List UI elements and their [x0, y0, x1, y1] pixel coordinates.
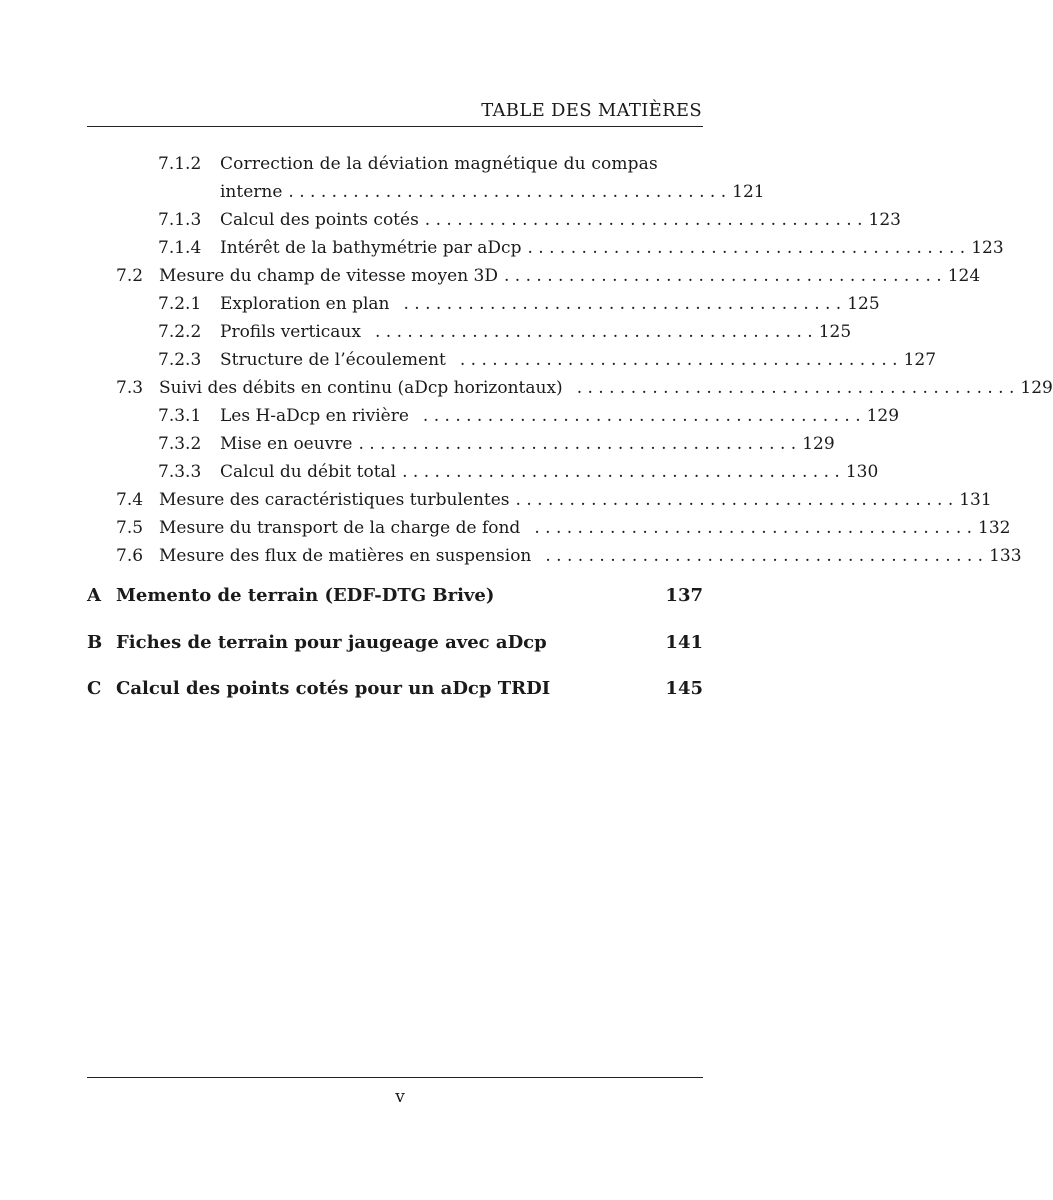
- toc-entry-page: 131: [959, 490, 992, 510]
- footer-rule: [87, 1077, 703, 1078]
- toc-entry-number: 7.3.2: [158, 434, 202, 454]
- toc-entry-page: 123: [868, 210, 901, 230]
- toc-entry-7-1-3[interactable]: [0, 206, 901, 234]
- toc-entry-number: 7.2.2: [158, 322, 202, 342]
- toc-chapter-title: Fiches de terrain pour jaugeage avec aDcp: [116, 632, 547, 653]
- leader-dots: . . . . . . . . . . . . . . . . . . . . . . . . . . . . . . . . . . . . . . . . .: [515, 490, 954, 510]
- toc-entry-7-5[interactable]: [0, 514, 1011, 542]
- leader-dots: . . . . . . . . . . . . . . . . . . . . . . . . . . . . . . . . . . . . . . . . .: [527, 238, 966, 258]
- toc-entry-page: 133: [989, 546, 1022, 566]
- toc-entry-title: Intérêt de la bathymétrie par aDcp: [220, 238, 522, 258]
- toc-chapter-page: 141: [665, 632, 703, 653]
- leader-dots: . . . . . . . . . . . . . . . . . . . . . . . . . . . . . . . . . . . . . . . . .: [403, 294, 842, 314]
- toc-entry-number: 7.3: [116, 378, 144, 398]
- toc-chapter-letter: B: [87, 632, 103, 653]
- toc-entry-7-3[interactable]: [0, 374, 1053, 402]
- leader-dots: . . . . . . . . . . . . . . . . . . . . . . . . . . . . . . . . . . . . . . . . .: [358, 434, 797, 454]
- toc-entry-7-3-2[interactable]: [0, 430, 835, 458]
- running-header-title: TABLE DES MATIÈRES: [481, 100, 702, 121]
- leader-dots: . . . . . . . . . . . . . . . . . . . . . . . . . . . . . . . . . . . . . . . . .: [374, 322, 813, 342]
- toc-entry-7-2-3[interactable]: [0, 346, 937, 374]
- toc-entry-7-2-1[interactable]: [0, 290, 880, 318]
- toc-entry-number: 7.2.1: [158, 294, 202, 314]
- toc-chapter-page: 137: [665, 585, 703, 606]
- toc-entry-title: Les H-aDcp en rivière: [220, 406, 409, 426]
- toc-entry-title: Calcul du débit total: [220, 462, 397, 482]
- leader-dots: . . . . . . . . . . . . . . . . . . . . . . . . . . . . . . . . . . . . . . . . .: [459, 350, 898, 370]
- toc-entry-page: 129: [802, 434, 835, 454]
- toc-entry-page: 129: [866, 406, 900, 426]
- toc-entry-title: Structure de l’écoulement: [220, 350, 446, 370]
- page-number: v: [395, 1087, 405, 1107]
- toc-entry-page: 130: [845, 462, 879, 482]
- leader-dots: . . . . . . . . . . . . . . . . . . . . . . . . . . . . . . . . . . . . . . . . .: [402, 462, 840, 482]
- toc-entry-7-1-4[interactable]: [0, 234, 1004, 262]
- toc-entry-7-4[interactable]: [0, 486, 992, 514]
- toc-entry-number: 7.1.4: [158, 238, 202, 258]
- toc-entry-page: 129: [1020, 378, 1053, 398]
- leader-dots: . . . . . . . . . . . . . . . . . . . . . . . . . . . . . . . . . . . . . . . . .: [545, 546, 984, 566]
- toc-chapter-a[interactable]: [87, 582, 703, 610]
- toc-entry-title-line1: Correction de la déviation magnétique du compas: [220, 154, 658, 174]
- toc-entry-number: 7.3.1: [158, 406, 202, 426]
- header-rule: [87, 126, 703, 127]
- toc-entry-title: Mesure des caractéristiques turbulentes: [159, 490, 510, 510]
- toc-entry-number: 7.1.3: [158, 210, 202, 230]
- toc-entry-7-3-1[interactable]: [0, 402, 900, 430]
- toc-entry-7-6[interactable]: [0, 542, 1022, 570]
- toc-entry-page: 127: [903, 350, 937, 370]
- toc-entry-number: 7.1.2: [158, 154, 202, 174]
- toc-entry-number: 7.2.3: [158, 350, 202, 370]
- toc-entry-title: Mesure du transport de la charge de fond: [159, 518, 521, 538]
- toc-entry-number: 7.4: [116, 490, 144, 510]
- toc-entry-7-2-2[interactable]: [0, 318, 852, 346]
- toc-entry-title: Calcul des points cotés: [220, 210, 419, 230]
- toc-entry-7-1-2[interactable]: [0, 150, 800, 206]
- toc-chapter-c[interactable]: [87, 675, 703, 703]
- toc-entry-7-3-3[interactable]: [0, 458, 879, 486]
- toc-chapter-page: 145: [665, 678, 703, 699]
- toc-entry-title: Mesure du champ de vitesse moyen 3D: [159, 266, 498, 286]
- leader-dots: . . . . . . . . . . . . . . . . . . . . . . . . . . . . . . . . . . . . . . . . .: [576, 378, 1015, 398]
- toc-chapter-letter: C: [87, 678, 102, 699]
- toc-entry-title: Mise en oeuvre: [220, 434, 353, 454]
- toc-entry-title: Mesure des flux de matières en suspension: [159, 546, 532, 566]
- toc-entry-page: 125: [818, 322, 852, 342]
- toc-entry-title: Suivi des débits en continu (aDcp horizontaux): [159, 378, 563, 398]
- toc-entry-title: Exploration en plan: [220, 294, 390, 314]
- toc-entry-page: 123: [971, 238, 1004, 258]
- toc-entry-title: Profils verticaux: [220, 322, 361, 342]
- toc-entry-page: 132: [978, 518, 1011, 538]
- toc-entry-page: 121: [732, 182, 765, 202]
- toc-entry-page: 124: [947, 266, 981, 286]
- leader-dots: . . . . . . . . . . . . . . . . . . . . . . . . . . . . . . . . . . . . . . . . .: [422, 406, 861, 426]
- toc-chapter-title: Calcul des points cotés pour un aDcp TRDI: [116, 678, 551, 699]
- toc-chapter-title: Memento de terrain (EDF-DTG Brive): [116, 585, 495, 606]
- leader-dots: . . . . . . . . . . . . . . . . . . . . . . . . . . . . . . . . . . . . . . . . .: [504, 266, 942, 286]
- toc-entry-title: interne: [220, 182, 283, 202]
- toc-entry-number: 7.6: [116, 546, 144, 566]
- leader-dots: . . . . . . . . . . . . . . . . . . . . . . . . . . . . . . . . . . . . . . . . .: [288, 182, 727, 202]
- toc-chapter-b[interactable]: [87, 629, 703, 657]
- toc-entry-page: 125: [847, 294, 880, 314]
- toc-chapter-letter: A: [87, 585, 101, 606]
- leader-dots: . . . . . . . . . . . . . . . . . . . . . . . . . . . . . . . . . . . . . . . . .: [424, 210, 863, 230]
- toc-entry-number: 7.3.3: [158, 462, 202, 482]
- leader-dots: . . . . . . . . . . . . . . . . . . . . . . . . . . . . . . . . . . . . . . . . .: [534, 518, 973, 538]
- toc-entry-7-2[interactable]: [0, 262, 981, 290]
- toc-entry-number: 7.5: [116, 518, 144, 538]
- toc-entry-number: 7.2: [116, 266, 144, 286]
